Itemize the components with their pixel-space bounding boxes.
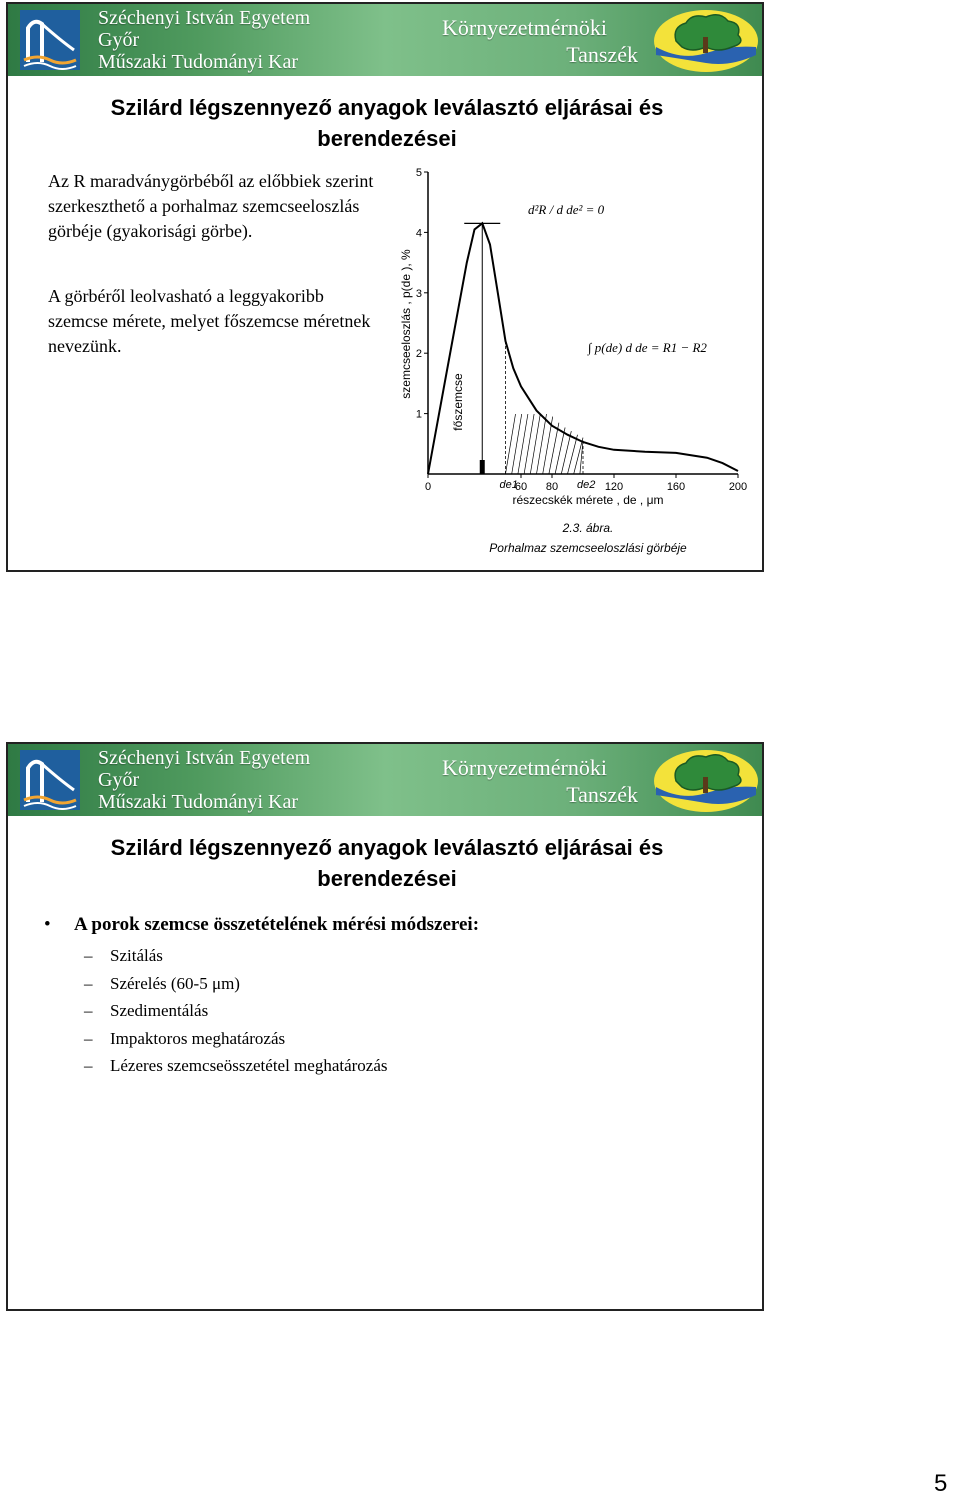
dash-marker: – (84, 946, 93, 965)
hatch-line (530, 414, 540, 474)
paragraph-residue-curve: Az R maradványgörbéből az előbbiek szerint szerkeszthető a porhalmaz szemcseeloszlás görbéje (gyakorisági görbe). (48, 171, 374, 241)
department-line: Környezetmérnöki (442, 755, 607, 780)
figure-caption-text: Porhalmaz szemcseeloszlási görbéje (489, 541, 687, 555)
x-tick-label: 120 (604, 481, 624, 493)
department-line: Tanszék (566, 782, 638, 807)
x-tick-label: 60 (514, 481, 528, 493)
slide-title (8, 832, 764, 894)
x-axis-label: részecskék mérete , de , μm (512, 493, 664, 507)
x-tick-label: 80 (545, 481, 559, 493)
dash-marker: – (84, 973, 93, 993)
department-logo (652, 747, 760, 813)
university-line: Győr (98, 29, 140, 51)
hatch-line (518, 414, 528, 474)
department-name (442, 14, 642, 68)
figure-caption-number: 2.3. ábra. (562, 521, 614, 535)
x-tick-label: 160 (666, 481, 686, 493)
paragraph-main-particle: A görbéről leolvasható a leggyakoribb szemcse mérete, melyet főszemcse méretnek nevezünk. (48, 286, 371, 356)
slide-title-line: berendezései (317, 126, 457, 151)
list-item (84, 970, 388, 998)
page-number: 5 (934, 1470, 948, 1497)
list-item-text: Szedimentálás (110, 1001, 209, 1020)
list-item (84, 942, 388, 970)
hatch-line (580, 441, 583, 474)
department-name (442, 754, 642, 808)
list-item-text: Szérelés (60-5 μm) (110, 973, 240, 993)
y-tick-label: 3 (415, 287, 422, 300)
university-logo (20, 750, 80, 810)
slide-header (8, 4, 762, 76)
dash-marker: – (84, 1001, 93, 1020)
bullet-item (44, 914, 479, 936)
y-tick-label: 5 (415, 167, 422, 179)
measurement-methods-list (84, 942, 388, 1080)
formula-integral: ∫ p(de) d de = R1 − R2 (588, 340, 707, 355)
slide-header (8, 744, 762, 816)
department-line: Környezetmérnöki (442, 15, 607, 40)
slide-1 (6, 2, 764, 572)
hatched-area (506, 341, 584, 474)
university-line: Széchenyi István Egyetem (98, 747, 311, 769)
slide-2 (6, 742, 764, 1311)
x-tick-label: 0 (424, 481, 432, 493)
university-name (98, 747, 310, 813)
y-tick-label: 2 (415, 348, 422, 361)
list-item-text: Lézeres szemcseösszetétel meghatározás (110, 1056, 388, 1075)
bullet-marker: • (44, 914, 51, 935)
slide-title-line: berendezései (317, 866, 457, 891)
slide-title (8, 92, 764, 154)
department-logo (652, 7, 760, 73)
department-line: Tanszék (566, 42, 638, 67)
hatch-line (524, 414, 534, 474)
university-line: Műszaki Tudományi Kar (98, 791, 298, 813)
dash-marker: – (84, 1028, 93, 1048)
dash-marker: – (84, 1056, 93, 1075)
list-item-text: Impaktoros meghatározás (110, 1028, 286, 1048)
university-line: Műszaki Tudományi Kar (98, 51, 298, 73)
university-name (98, 7, 310, 73)
particle-distribution-chart (388, 162, 758, 562)
list-item-text: Szitálás (110, 946, 163, 965)
y-tick-label: 4 (415, 227, 422, 240)
bullet-text: A porok szemcse összetételének mérési módszerei: (74, 914, 480, 935)
university-line: Győr (98, 769, 140, 791)
peak-marker (480, 460, 485, 474)
list-item (84, 997, 388, 1025)
list-item (84, 1052, 388, 1080)
y-axis-label: szemcseeloszlás , p(de ), % (399, 249, 413, 399)
list-item (84, 1025, 388, 1053)
x-tick-label: 200 (728, 481, 748, 493)
x-sub-label: de2 (577, 479, 596, 491)
x-sub-label: de1 (499, 479, 518, 491)
hatch-line (512, 414, 522, 474)
slide-title-line: Szilárd légszennyező anyagok leválasztó eljárásai és (110, 835, 664, 860)
peak-label: főszemcse (451, 373, 465, 431)
y-tick-label: 1 (415, 408, 422, 421)
hatch-line (506, 414, 516, 474)
formula-second-derivative: d²R / d de² = 0 (528, 202, 605, 217)
hatch-line (537, 414, 547, 474)
y-tick-group (416, 167, 428, 421)
university-logo (20, 10, 80, 70)
university-line: Széchenyi István Egyetem (98, 7, 311, 29)
slide-title-line: Szilárd légszennyező anyagok leválasztó eljárásai és (110, 95, 664, 120)
